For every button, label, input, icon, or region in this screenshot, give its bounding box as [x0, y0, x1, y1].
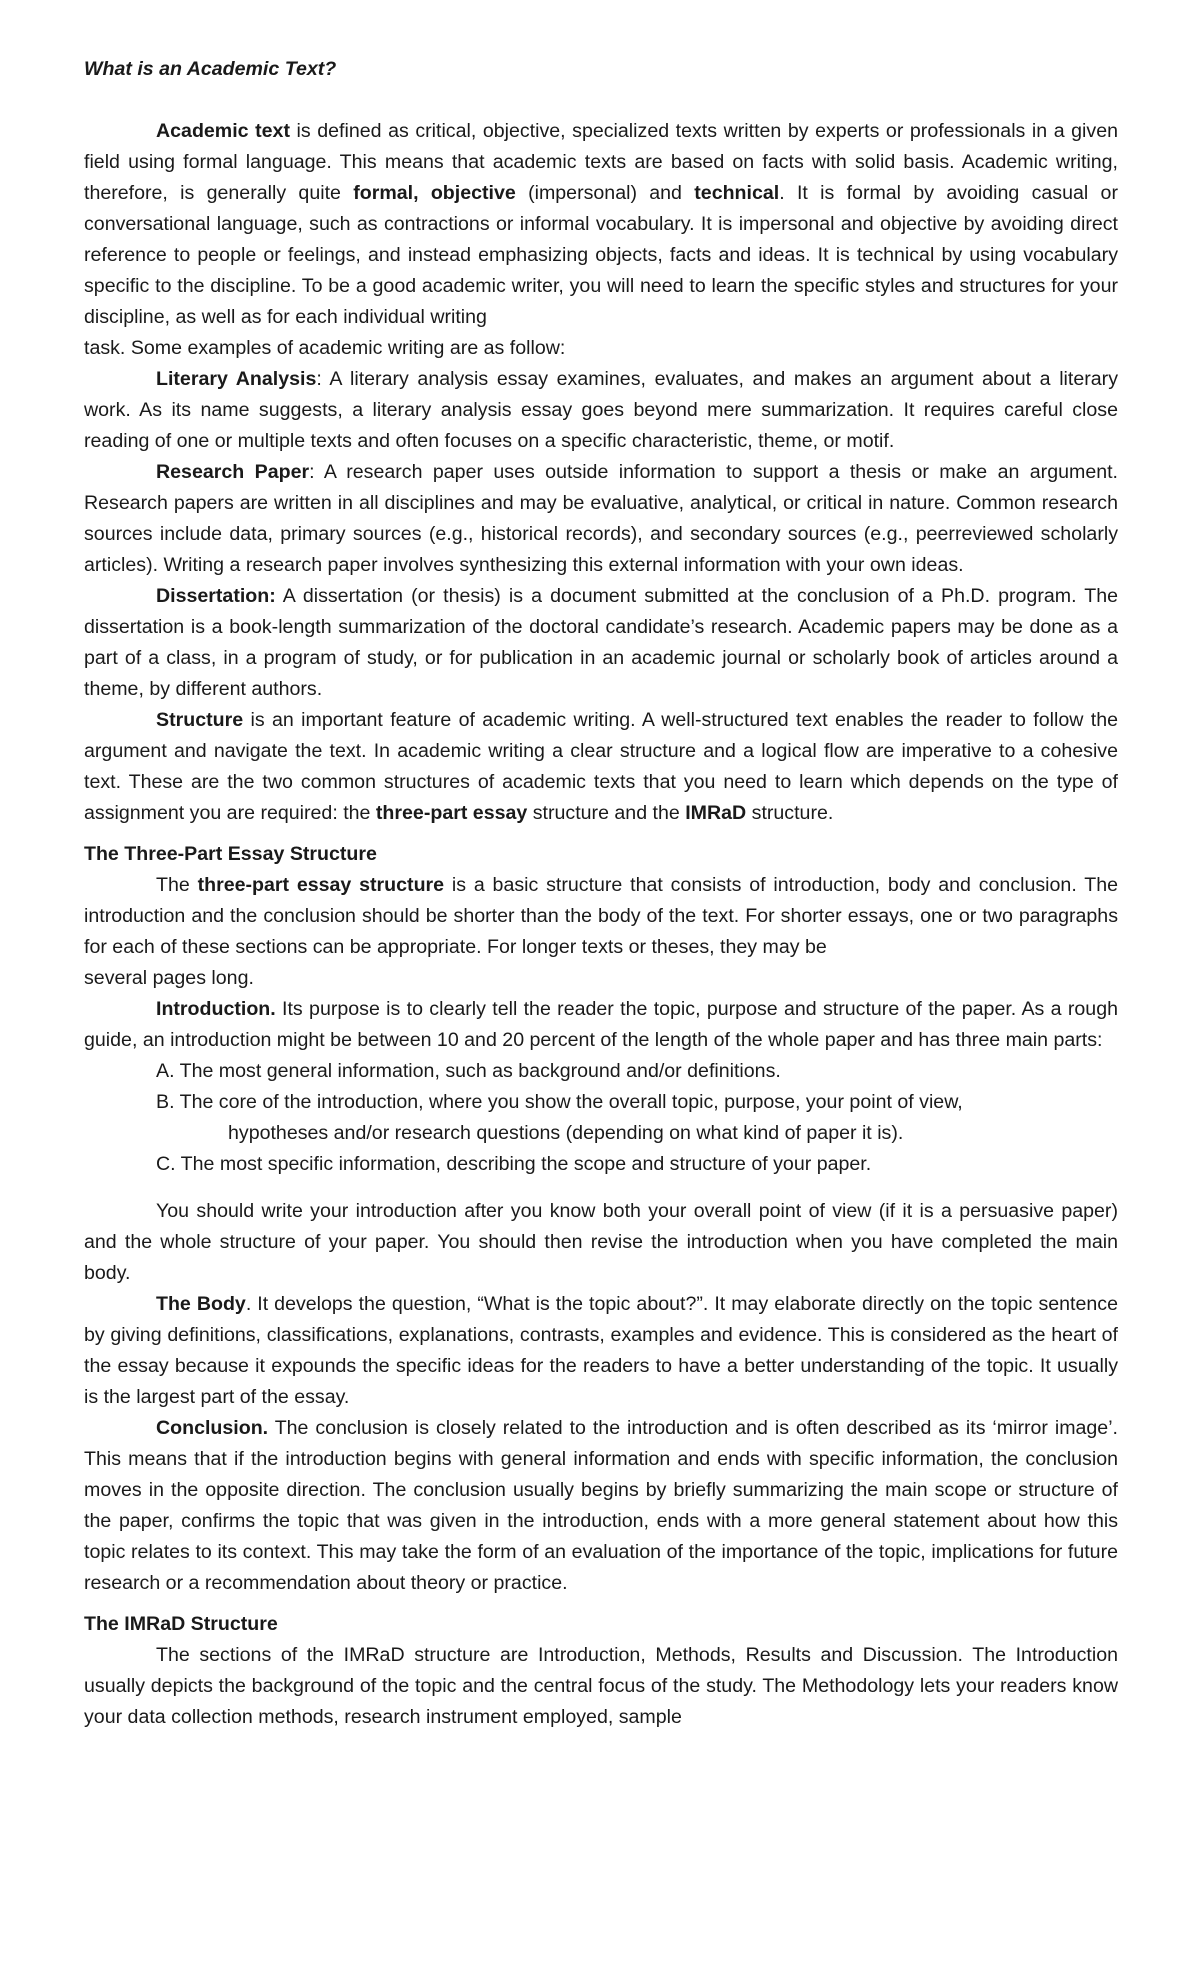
introduction-parts-list [84, 1056, 1118, 1180]
list-item-continuation: hypotheses and/or research questions (depending on what kind of paper it is). [228, 1122, 904, 1144]
text-run: . It develops the question, “What is the topic about?”. It may elaborate directly on the topic sentence by giving definitions, classifications, explanations, contrasts, examples and evidence. This is considered as the heart of the essay because it expounds the specific ideas for the readers to have a better understanding of the topic. It usually is the largest part of the essay. [84, 1293, 1118, 1408]
term-three-part-essay: three-part essay [375, 802, 528, 824]
paragraph-three-part-essay [84, 870, 1118, 963]
paragraph-conclusion [84, 1413, 1118, 1599]
term-introduction: Introduction. [156, 998, 276, 1020]
term-technical: technical [694, 182, 780, 204]
text-run: Its purpose is to clearly tell the reader the topic, purpose and structure of the paper. As a rough guide, an introduction might be between 10 and 20 percent of the length of the whole paper and has three main parts: [84, 998, 1118, 1051]
text-run: : A literary analysis essay examines, evaluates, and makes an argument about a literary work. As its name suggests, a literary analysis essay goes beyond mere summarization. It requires careful close reading of one or multiple texts and often focuses on a specific characteristic, theme, or motif. [84, 368, 1118, 452]
text-run: (impersonal) and [515, 182, 695, 204]
term-literary-analysis: Literary Analysis [156, 368, 317, 390]
text-run: : A research paper uses outside information to support a thesis or make an argument. Research papers are written in all disciplines and may be evaluative, analytical, or critical in nature. Common research sources include data, primary sources (e.g., historical records), and secondary sources (e.g., peerreviewed scholarly articles). Writing a research paper involves synthesizing this external information with your own ideas. [84, 461, 1118, 576]
text-run: structure. [746, 802, 834, 824]
heading-imrad: The IMRaD Structure [84, 1613, 278, 1635]
term-research-paper: Research Paper [156, 461, 310, 483]
paragraph-literary-analysis [84, 364, 1118, 457]
term-the-body: The Body [156, 1293, 246, 1315]
term-academic-text: Academic text [156, 120, 290, 142]
paragraph-research-paper [84, 457, 1118, 581]
paragraph-structure [84, 705, 1118, 829]
paragraph-introduction-advice: You should write your introduction after you know both your overall point of view (if it is a persuasive paper) and the whole structure of your paper. You should then revise the introduction when you have completed the main body. [84, 1200, 1118, 1284]
list-item: B. The core of the introduction, where you show the overall topic, purpose, your point of view, [156, 1091, 963, 1113]
paragraph-dissertation [84, 581, 1118, 705]
term-conclusion: Conclusion. [156, 1417, 269, 1439]
paragraph-introduction [84, 994, 1118, 1056]
paragraph-body [84, 1289, 1118, 1413]
list-item: A. The most general information, such as background and/or definitions. [156, 1060, 781, 1082]
list-item: C. The most specific information, describing the scope and structure of your paper. [156, 1153, 872, 1175]
paragraph-three-part-essay-end: several pages long. [84, 967, 254, 989]
text-run: is defined as critical, objective, specialized texts written by experts or professionals in a given field using formal language. This means that academic texts are based on facts with solid basis. Academic writing, therefore, is generally quite [84, 120, 1118, 204]
term-imrad: IMRaD [685, 802, 747, 824]
term-dissertation: Dissertation: [156, 585, 276, 607]
heading-three-part-essay: The Three-Part Essay Structure [84, 843, 377, 865]
term-formal-objective: formal, objective [353, 182, 516, 204]
text-run: . It is formal by avoiding casual or conversational language, such as contractions or informal vocabulary. It is impersonal and objective by avoiding direct reference to people or feelings, and instead emphasizing objects, facts and ideas. It is technical by using vocabulary specific to the discipline. To be a good academic writer, you will need to learn the specific styles and structures for your discipline, as well as for each individual writing [84, 182, 1118, 328]
text-run: A dissertation (or thesis) is a document submitted at the conclusion of a Ph.D. program. The dissertation is a book-length summarization of the doctoral candidate’s research. Academic papers may be done as a part of a class, in a program of study, or for publication in an academic journal or scholarly book of articles around a theme, by different authors. [84, 585, 1118, 700]
text-run: structure and the [527, 802, 686, 824]
paragraph-academic-text [84, 116, 1118, 333]
term-structure: Structure [156, 709, 244, 731]
text-run: is a basic structure that consists of introduction, body and conclusion. The introduction and the conclusion should be shorter than the body of the text. For shorter essays, one or two paragraphs for each of these sections can be appropriate. For longer texts or theses, they may be [84, 874, 1118, 958]
text-run: The conclusion is closely related to the introduction and is often described as its ‘mirror image’. This means that if the introduction begins with general information and ends with specific information, the conclusion moves in the opposite direction. The conclusion usually begins by briefly summarizing the main scope or structure of the paper, confirms the topic that was given in the introduction, ends with a more general statement about how this topic relates to its context. This may take the form of an evaluation of the importance of the topic, implications for future research or a recommendation about theory or practice. [84, 1417, 1118, 1594]
text-run: is an important feature of academic writing. A well-structured text enables the reader to follow the argument and navigate the text. In academic writing a clear structure and a logical flow are imperative to a cohesive text. These are the two common structures of academic texts that you need to learn which depends on the type of assignment you are required: the [84, 709, 1118, 824]
term-three-part-essay-structure: three-part essay structure [197, 874, 445, 896]
paragraph-examples-intro: task. Some examples of academic writing are as follow: [84, 337, 566, 359]
document-page [84, 54, 1118, 1733]
text-run: The [156, 874, 198, 896]
paragraph-imrad: The sections of the IMRaD structure are Introduction, Methods, Results and Discussion. The Introduction usually depicts the background of the topic and the central focus of the study. The Methodology lets your readers know your data collection methods, research instrument employed, sample [84, 1644, 1118, 1728]
document-title: What is an Academic Text? [84, 58, 337, 80]
